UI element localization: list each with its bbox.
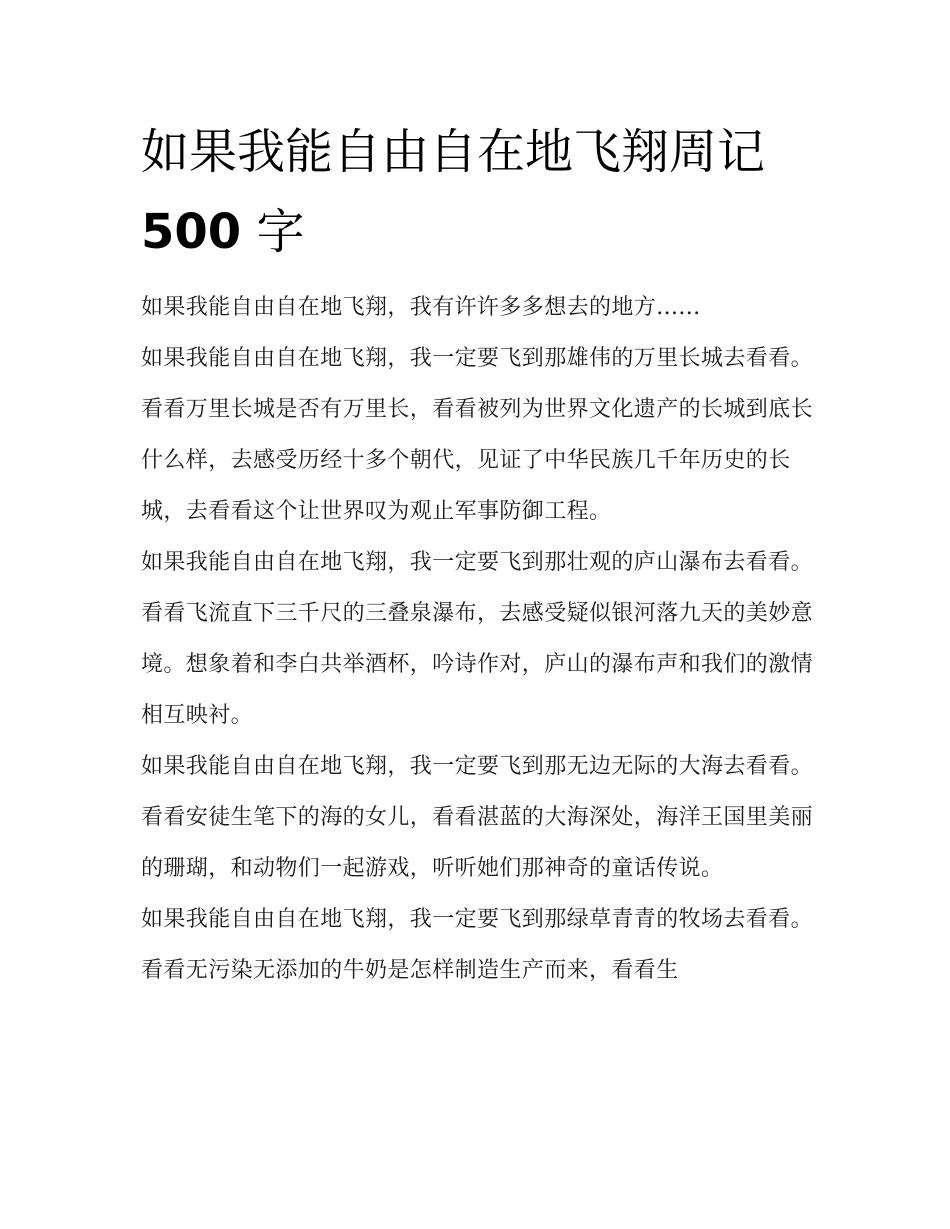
title-suffix: 字 bbox=[241, 204, 305, 260]
document-body bbox=[141, 282, 813, 996]
document-title bbox=[141, 112, 813, 272]
paragraph-sea: 如果我能自由自在地飞翔，我一定要飞到那无边无际的大海去看看。看看安徒生笔下的海的女儿，看看湛蓝的大海深处，海洋王国里美丽的珊瑚，和动物们一起游戏，听听她们那神奇的童话传说。 bbox=[141, 754, 814, 881]
paragraph-pasture: 如果我能自由自在地飞翔，我一定要飞到那绿草青青的牧场去看看。看看无污染无添加的牛奶是怎样制造生产而来，看看生 bbox=[141, 907, 814, 983]
title-number: 500 bbox=[141, 204, 242, 260]
paragraph-intro: 如果我能自由自在地飞翔，我有许许多多想去的地方...... bbox=[141, 295, 701, 320]
title-main: 如果我能自由自在地飞翔周记 bbox=[141, 124, 766, 180]
paragraph-lushan-waterfall: 如果我能自由自在地飞翔，我一定要飞到那壮观的庐山瀑布去看看。看看飞流直下三千尺的三叠泉瀑布，去感受疑似银河落九天的美妙意境。想象着和李白共举酒杯，吟诗作对，庐山的瀑布声和我们的激情相互映衬。 bbox=[141, 550, 814, 728]
paragraph-great-wall: 如果我能自由自在地飞翔，我一定要飞到那雄伟的万里长城去看看。看看万里长城是否有万里长，看看被列为世界文化遗产的长城到底长什么样，去感受历经十多个朝代，见证了中华民族几千年历史的长城，去看看这个让世界叹为观止军事防御工程。 bbox=[141, 346, 814, 524]
document-page bbox=[141, 112, 813, 996]
